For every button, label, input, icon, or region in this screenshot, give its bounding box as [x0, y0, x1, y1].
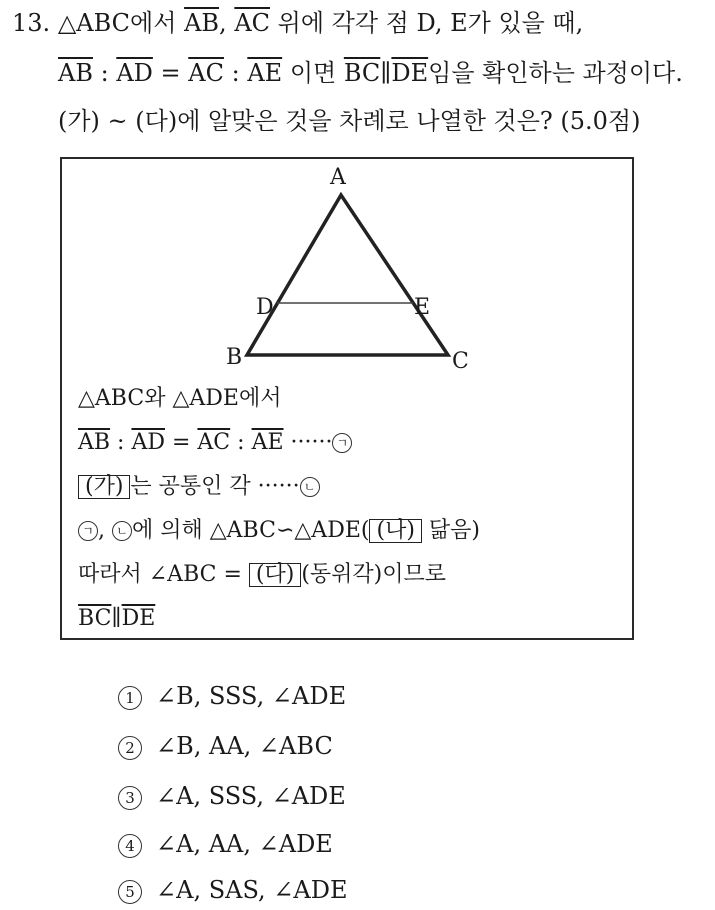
vertex-label-b: B: [226, 345, 243, 370]
segment-ac: $\overline{AC}$: [188, 59, 224, 87]
blank-ga: (가): [78, 475, 130, 499]
parallel-symbol: ∥: [380, 59, 392, 87]
choice-text: ∠B, SSS, ∠ADE: [156, 682, 347, 710]
segment-ae: $\overline{AE}$: [247, 59, 283, 87]
segment-ac: $\overline{AC}$: [234, 9, 271, 37]
choice-text: ∠A, SAS, ∠ADE: [156, 876, 348, 904]
choice-2[interactable]: [118, 732, 333, 760]
choice-number: 2: [118, 736, 142, 760]
question-text: 위에 각각 점 D, E가 있을 때,: [277, 9, 584, 37]
question-line-1: 13. △ABC에서 $\overline{AB}$, $\overline{AC}$ 위에 각각 점 D, E가 있을 때,: [12, 9, 584, 37]
vertex-label-a: A: [330, 165, 346, 190]
marker-nieun: ㄴ: [112, 521, 132, 541]
proof-line-6: $\overline{BC}\parallel\overline{DE}$: [78, 606, 156, 631]
segment-ab: $\overline{AB}$: [184, 9, 220, 37]
proof-line-3: (가) 는 공통인 각 ······ ㄴ: [78, 473, 320, 501]
question-number: 13.: [12, 9, 51, 37]
segment-de: $\overline{DE}$: [391, 59, 429, 87]
choice-5[interactable]: [118, 876, 348, 904]
question-line-2: $\overline{AB}$ : $\overline{AD} = \overline{AC}$ : $\overline{AE}$ 이면 $\overline{BC}\parallel\overline{DE}$임을 확인하는 과정이다.: [58, 59, 683, 87]
choice-number: 3: [118, 786, 142, 810]
segment-ad: $\overline{AD}$: [116, 59, 153, 87]
vertex-label-d: D: [256, 295, 274, 320]
segment-bc: $\overline{BC}$: [343, 59, 381, 87]
choice-text: ∠A, AA, ∠ADE: [156, 830, 333, 858]
proof-line-4: ㄱ , ㄴ 에 의해 △ABC∽△ADE( (나) 닮음): [78, 517, 480, 545]
proof-box: [60, 157, 634, 640]
proof-line-2: $\overline{AB}$ : $\overline{AD} = \overline{AC}$ : $\overline{AE}$ ······ ㄱ: [78, 429, 352, 457]
choice-number: 1: [118, 686, 142, 710]
choice-text: ∠B, AA, ∠ABC: [156, 732, 333, 760]
choice-number: 4: [118, 834, 142, 858]
choice-4[interactable]: [118, 830, 333, 858]
marker-nieun: ㄴ: [300, 477, 320, 497]
blank-na: (나): [369, 519, 421, 543]
choice-1[interactable]: [118, 682, 346, 710]
choice-text: ∠A, SSS, ∠ADE: [156, 782, 346, 810]
marker-giyeok: ㄱ: [78, 521, 98, 541]
question-line-3: (가) ~ (다)에 알맞은 것을 차례로 나열한 것은? (5.0점): [58, 107, 641, 135]
blank-da: (다): [249, 563, 301, 587]
proof-line-5: 따라서 ∠ABC = (다) (동위각)이므로: [78, 562, 447, 587]
question-text: △ABC에서: [57, 9, 177, 37]
segment-ab: $\overline{AB}$: [58, 59, 93, 87]
vertex-label-c: C: [452, 349, 469, 374]
choice-3[interactable]: [118, 782, 346, 810]
marker-giyeok: ㄱ: [332, 433, 352, 453]
vertex-label-e: E: [414, 295, 431, 320]
proof-line-1: △ABC와 △ADE에서: [78, 386, 282, 411]
triangle-abc: [247, 195, 448, 355]
choice-number: 5: [118, 880, 142, 904]
